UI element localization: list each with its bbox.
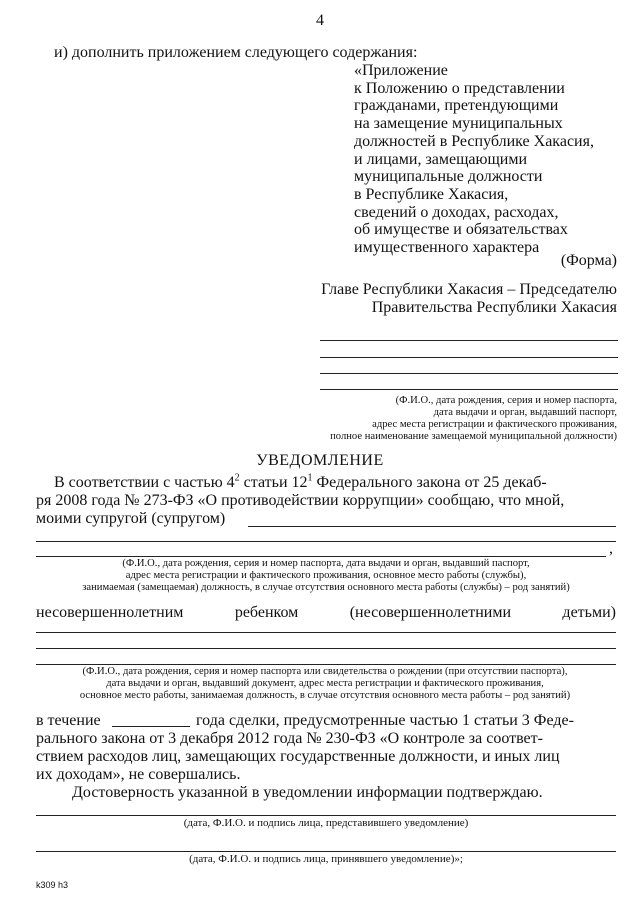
signature-hint-submitter: (дата, Ф.И.О. и подпись лица, представившего уведомление) xyxy=(183,817,469,829)
applicant-hint: (Ф.И.О., дата рождения, серия и номер паспорта, xyxy=(395,395,617,406)
child-hint: дата выдачи и орган, выдавший документ, адрес места регистрации и фактического проживания, xyxy=(106,678,544,689)
footer-code: k309 h3 xyxy=(36,880,69,890)
spouse-hint: адрес места регистрации и фактического проживания, основное место работы (службы), xyxy=(125,570,527,581)
child-hint: основное место работы, занимаемая должность, в случае отсутствия основного места работы – род занятий) xyxy=(79,690,571,701)
para1-superscript: 1 xyxy=(307,472,313,484)
comma-mark: , xyxy=(609,540,613,557)
para1-line-1 xyxy=(54,474,616,492)
appendix-line: сведений о доходах, расходах, xyxy=(354,203,559,221)
year-fill-line[interactable] xyxy=(112,726,190,727)
appendix-line: муниципальные должности xyxy=(354,168,543,186)
para2-lead: в течение xyxy=(36,712,101,729)
para1-line-3: моими супругой (супругом) xyxy=(36,510,226,527)
appendix-line: имущественного характера xyxy=(354,239,540,257)
appendix-line: в Республике Хакасия, xyxy=(354,185,509,203)
form-label: (Форма) xyxy=(560,252,617,269)
appendix-line: об имуществе и обязательствах xyxy=(354,221,568,239)
intro-text: и) дополнить приложением следующего содержания: xyxy=(54,44,418,61)
addressee-line-2: Правительства Республики Хакасия xyxy=(371,299,617,316)
para1-superscript: 2 xyxy=(234,472,240,484)
spouse-fill-line[interactable] xyxy=(248,526,616,527)
spouse-fill-line[interactable] xyxy=(36,541,616,542)
applicant-fill-line[interactable] xyxy=(320,373,618,374)
appendix-line: должностей в Республике Хакасия, xyxy=(354,132,594,150)
signature-line-submitter[interactable] xyxy=(36,815,616,816)
para1-text: статьи 12 xyxy=(239,474,308,491)
minor-word: ребенком xyxy=(234,604,299,621)
applicant-fill-line[interactable] xyxy=(320,357,618,358)
para1-text: Федерального закона от 25 декаб- xyxy=(312,474,547,491)
child-fill-line[interactable] xyxy=(36,648,616,649)
document-heading: УВЕДОМЛЕНИЕ xyxy=(256,452,384,469)
minor-word: несовершеннолетним xyxy=(36,604,184,621)
spouse-hint: занимаемая (замещаемая) должность, в случае отсутствия основного места работы (службы) – род занятий) xyxy=(82,582,570,593)
appendix-line: гражданами, претендующими xyxy=(354,97,559,115)
para1-line-2: ря 2008 года № 273-ФЗ «О противодействии коррупции» сообщаю, что мной, xyxy=(36,492,565,509)
confirmation-text: Достоверность указанной в уведомлении информации подтверждаю. xyxy=(72,784,543,801)
appendix-line: «Приложение xyxy=(354,62,448,79)
signature-hint-receiver: (дата, Ф.И.О. и подпись лица, принявшего уведомление)»; xyxy=(189,853,463,865)
para2-line-4: их доходам», не совершались. xyxy=(36,766,241,783)
minor-word: детьми) xyxy=(562,604,616,621)
appendix-header xyxy=(354,62,636,257)
appendix-line: к Положению о представлении xyxy=(354,79,565,97)
page-number: 4 xyxy=(316,12,324,29)
para2-line-3: ствием расходов лиц, замещающих государственные должности, и иных лиц xyxy=(36,748,560,765)
applicant-hint: полное наименование замещаемой муниципальной должности) xyxy=(330,431,617,442)
child-fill-line[interactable] xyxy=(36,632,616,633)
signature-line-receiver[interactable] xyxy=(36,851,616,852)
spouse-hint: (Ф.И.О., дата рождения, серия и номер паспорта, дата выдачи и орган, выдавший паспорт, xyxy=(122,558,530,569)
para2-line-2: рального закона от 3 декабря 2012 года № 230-ФЗ «О контроле за соответ- xyxy=(36,730,543,747)
applicant-hint: адрес места регистрации и фактического проживания, xyxy=(372,419,617,430)
minor-word: (несовершеннолетними xyxy=(349,604,511,621)
para1-text: В соответствии с частью 4 xyxy=(54,474,235,491)
appendix-line: на замещение муниципальных xyxy=(354,115,563,133)
addressee-line-1: Главе Республики Хакасия – Председателю xyxy=(321,281,617,298)
minor-line xyxy=(36,604,616,622)
applicant-fill-line[interactable] xyxy=(320,340,618,341)
appendix-line: и лицами, замещающими xyxy=(354,150,528,168)
child-hint: (Ф.И.О., дата рождения, серия и номер паспорта или свидетельства о рождении (при отсутствии паспорта), xyxy=(82,666,568,677)
applicant-hint: дата выдачи и орган, выдавший паспорт, xyxy=(433,407,617,418)
para2-line-1: года сделки, предусмотренные частью 1 статьи 3 Феде- xyxy=(196,712,574,729)
applicant-fill-line[interactable] xyxy=(320,389,618,390)
